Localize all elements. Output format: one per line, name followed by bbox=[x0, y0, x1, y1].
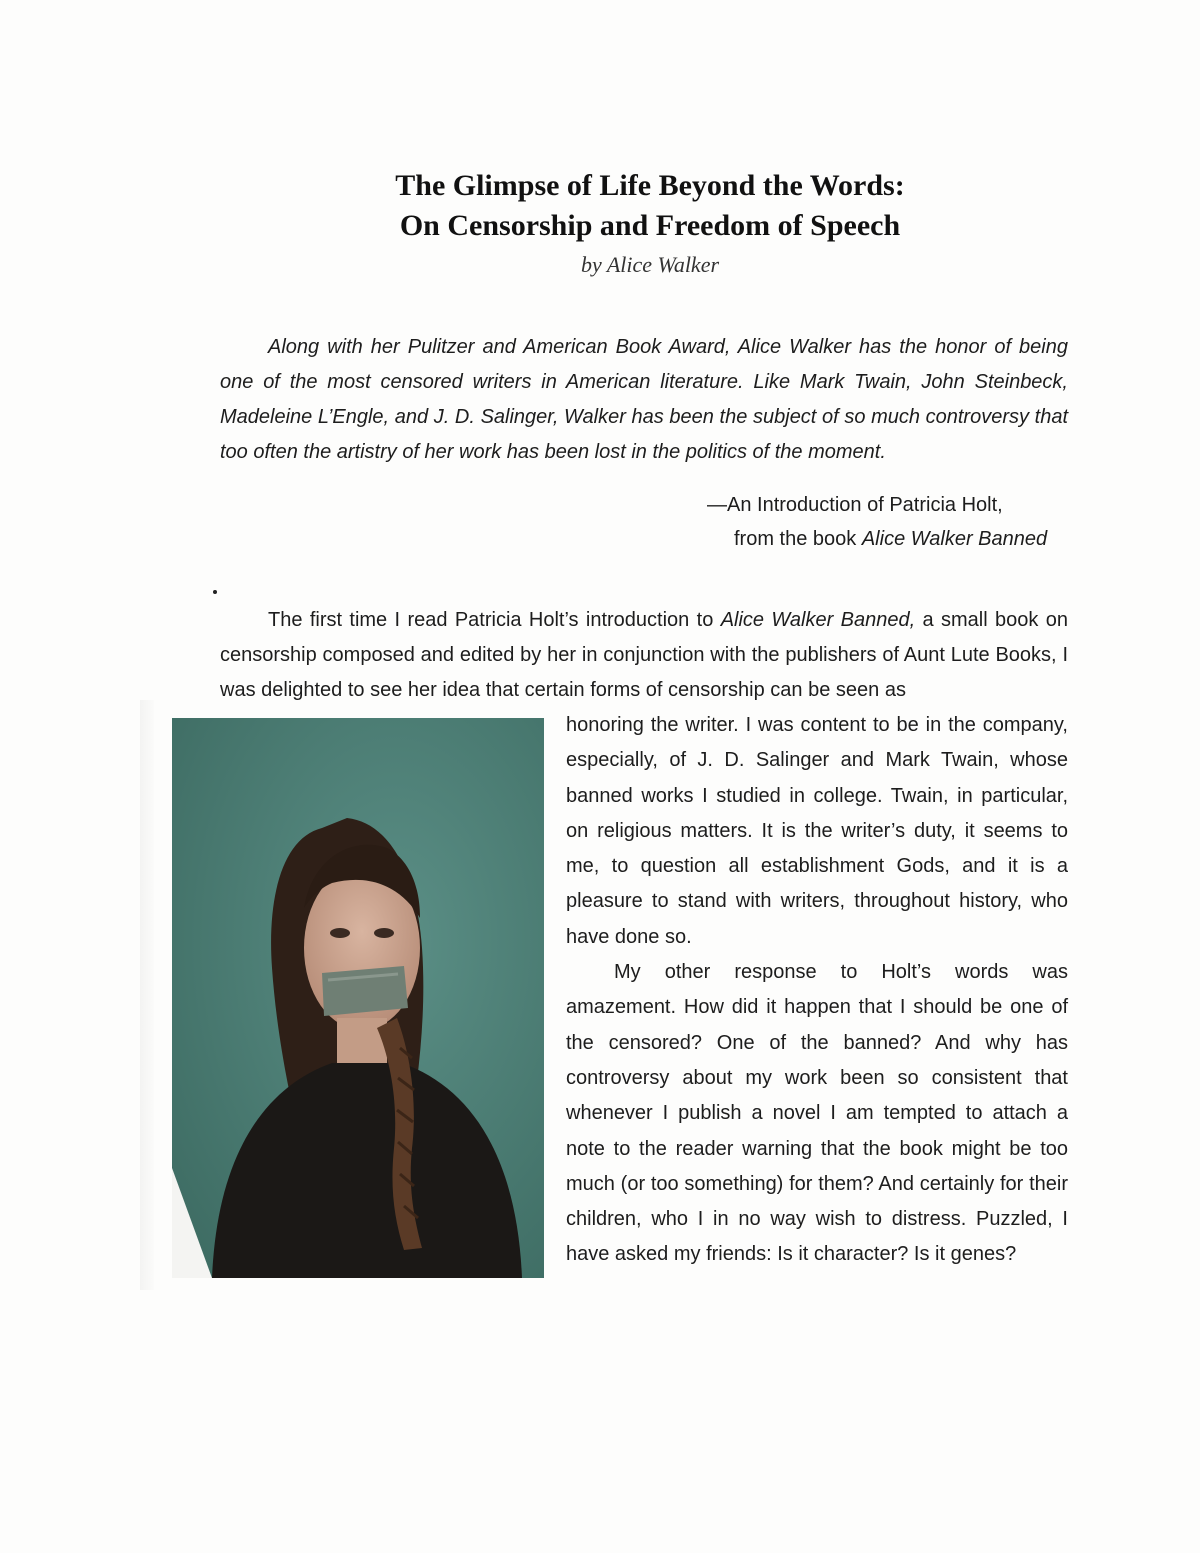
attribution-book-title: Alice Walker Banned bbox=[861, 528, 1048, 550]
epigraph-attribution bbox=[700, 488, 1066, 556]
page-edge-shadow bbox=[140, 700, 154, 1290]
article-byline: by Alice Walker bbox=[580, 252, 720, 277]
body-paragraph-1-top bbox=[220, 603, 1068, 708]
photo-woman-taped-mouth bbox=[172, 718, 544, 1278]
attribution-line1: —An Introduction of Patricia Holt, bbox=[707, 494, 1003, 516]
epigraph-text: Along with her Pulitzer and American Book Award, Alice Walker has the honor of being one of the most censored writers in American literature. Like Mark Twain, John Steinbeck, Madeleine L’Engle, and J. D. Salinger, Walker has been the subject of so much controversy that too often the artistry of her work has been lost in the politics of the moment. bbox=[220, 336, 1068, 463]
article-title-line2: On Censorship and Freedom of Speech bbox=[399, 209, 901, 242]
epigraph-quote bbox=[220, 330, 1068, 470]
body-text-column bbox=[566, 708, 1068, 1273]
scan-speck bbox=[213, 590, 217, 594]
p1-continue: a small book on censorship composed and edited by her in conjunction with the publishers of Aunt Lute Books, I was delighted to see her idea that certain forms of censorship can be seen as bbox=[220, 609, 1068, 701]
body-paragraph-1-wrap: honoring the writer. I was content to be in the company, especially, of J. D. Salinger and Mark Twain, whose banned works I studied in college. Twain, in particular, on religious matters. It is the writer’s duty, it seems to me, to question all establishment Gods, and it is a pleasure to stand with writers, throughout history, who have done so. bbox=[566, 714, 1068, 948]
attribution-line2 bbox=[700, 522, 1066, 556]
p1-book-title: Alice Walker Banned, bbox=[720, 609, 916, 631]
body-paragraph-2 bbox=[566, 955, 1068, 1273]
article-photo bbox=[172, 718, 544, 1278]
article-title-line1: The Glimpse of Life Beyond the Words: bbox=[395, 169, 905, 202]
p2-text: My other response to Holt’s words was amazement. How did it happen that I should be one of the censored? One of the banned? And why has controversy about my work been so consistent that whenever I publish a novel I am tempted to attach a note to the reader warning that the book might be too much (or too something) for them? And certainly for their children, who I in no way wish to distress. Puzzled, I have asked my friends: Is it character? Is it genes? bbox=[566, 961, 1068, 1266]
p1-start: The first time I read Patricia Holt’s introduction to bbox=[268, 609, 721, 631]
attribution-prefix: from the book bbox=[734, 528, 862, 550]
